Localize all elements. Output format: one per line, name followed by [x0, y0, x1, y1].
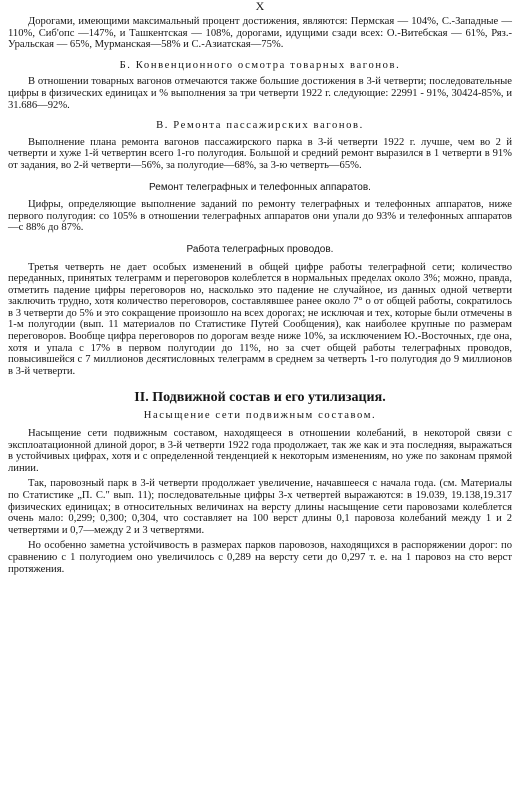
- section-heading-telegraph-wires: Работа телеграфных проводов.: [186, 243, 334, 255]
- section-heading-freight-wagons: Б. Конвенционного осмотра товарных вагонов.: [119, 59, 401, 71]
- section-heading-apparatus-repair: Ремонт телеграфных и телефонных аппаратов.: [149, 181, 371, 193]
- part-heading: II. Подвижной состав и его утилизация.: [134, 390, 386, 406]
- paragraph-locomotive-stability: Но особенно заметна устойчивость в размерах парков паровозов, находящихся в распоряжении дорог: по сравнению с 1 полугодием оно увеличилось с 0,289 на версту сети до 0,297 т. е. на 1 паровоз на сто верст протяжения.: [8, 540, 512, 575]
- part-subheading: Насыщение сети подвижным составом.: [143, 410, 377, 422]
- paragraph-telegraph-wires: Третья четверть не дает особых изменений в общей цифре работы телеграфной сети; количество переданных, принятых телеграмм и переговоров колеблется в нормальных пределах около 3%; можно, правда, отметить падение цифры переговоров но, насколько это падение не случайное, из данных одной четверти заключить трудно, хотя количество переговоров, составлявшее ранее около 7° о от общей работы, сократилось в 3 четверти до 5% и это сокращение произошло на всех дорогах; не исключая и тех, которые были отмечены в 1-м полугодии (вып. 11 материалов по Статистике Путей Сообщения), как наиболее крупные по размерам переговоров. Вообще цифра переговоров по дорогам везде ниже 10%, за исключением Ю.-Восточных, где она, хотя и упала с 17% в первом полугодии до 11%, но за счет общей работы телеграфных проводов, повысившейся с 7 миллионов десятисловных телеграмм в среднем за четверть 1-го полугодия до 9 миллионов в 3-й четверти.: [8, 261, 512, 377]
- paragraph-freight-wagons: В отношении товарных вагонов отмечаются также большие достижения в 3-й четверти; последовательные цифры в физических единицах и % выполнения за три четверти 1922 г. следующие: 22991 - 91%, 30424-85%, и 31.686—92%.: [8, 76, 512, 111]
- paragraph-apparatus-repair: Цифры, определяющие выполнение заданий по ремонту телеграфных и телефонных аппаратов, ниже первого полугодия: со 105% в отношении телеграфных аппаратов они упали до 93% и телефонных аппаратов—с 88% до 87%.: [8, 199, 512, 234]
- intro-paragraph: Дорогами, имеющими максимальный процент достижения, являются: Пермская — 104%, С.-Западные — 110%, Сиб'опс —147%, и Ташкентская — 108%, дорогами, идущими сзади всех: О.-Витебская — 61%, Ряз.-Уральская — 65%, Мурманская—58% и С.-Азиатская—75%.: [8, 16, 512, 51]
- paragraph-saturation: Насыщение сети подвижным составом, находящееся в отношении колебаний, в некоторой связи с эксплоатационной длиной дорог, в 3-й четверти 1922 года продолжает, так же как и эта последняя, выражаться в устойчивых цифрах, хотя и с определенной тенденцией к некоторым изменениям, но уже по законам прямой линии.: [8, 428, 512, 474]
- section-heading-passenger-repair: В. Ремонта пассажирских вагонов.: [156, 120, 364, 132]
- page-number: X: [255, 0, 265, 13]
- paragraph-passenger-repair: Выполнение плана ремонта вагонов пассажирского парка в 3-й четверти 1922 г. лучше, чем во 2 й четверти и хуже 1-й четвертин всего 1-го полугодия. Большой и средний ремонт выразился в 1 четверти в 91% от задания, во 2-й четверти—56%, за полугодие—68%, за 3-ю четверть—65%.: [8, 136, 512, 171]
- paragraph-locomotive-park: Так, паровозный парк в 3-й четверти продолжает увеличение, начавшееся с начала года. (см. Материалы по Статистике „П. С." вып. 11); последовательные цифры 3-х четвертей выражаются: в 19.039, 19.138,19.317 физических единицах; в относительных величинах на версту длины насыщение сети паровозами колеблется очень мало: 0,299; 0,300; 0,304, что составляет на 100 верст длины 0,1 паровоза колебаний между 1 и 2 четвертями и 0,7—между 2 и 3 четвертями.: [8, 478, 512, 536]
